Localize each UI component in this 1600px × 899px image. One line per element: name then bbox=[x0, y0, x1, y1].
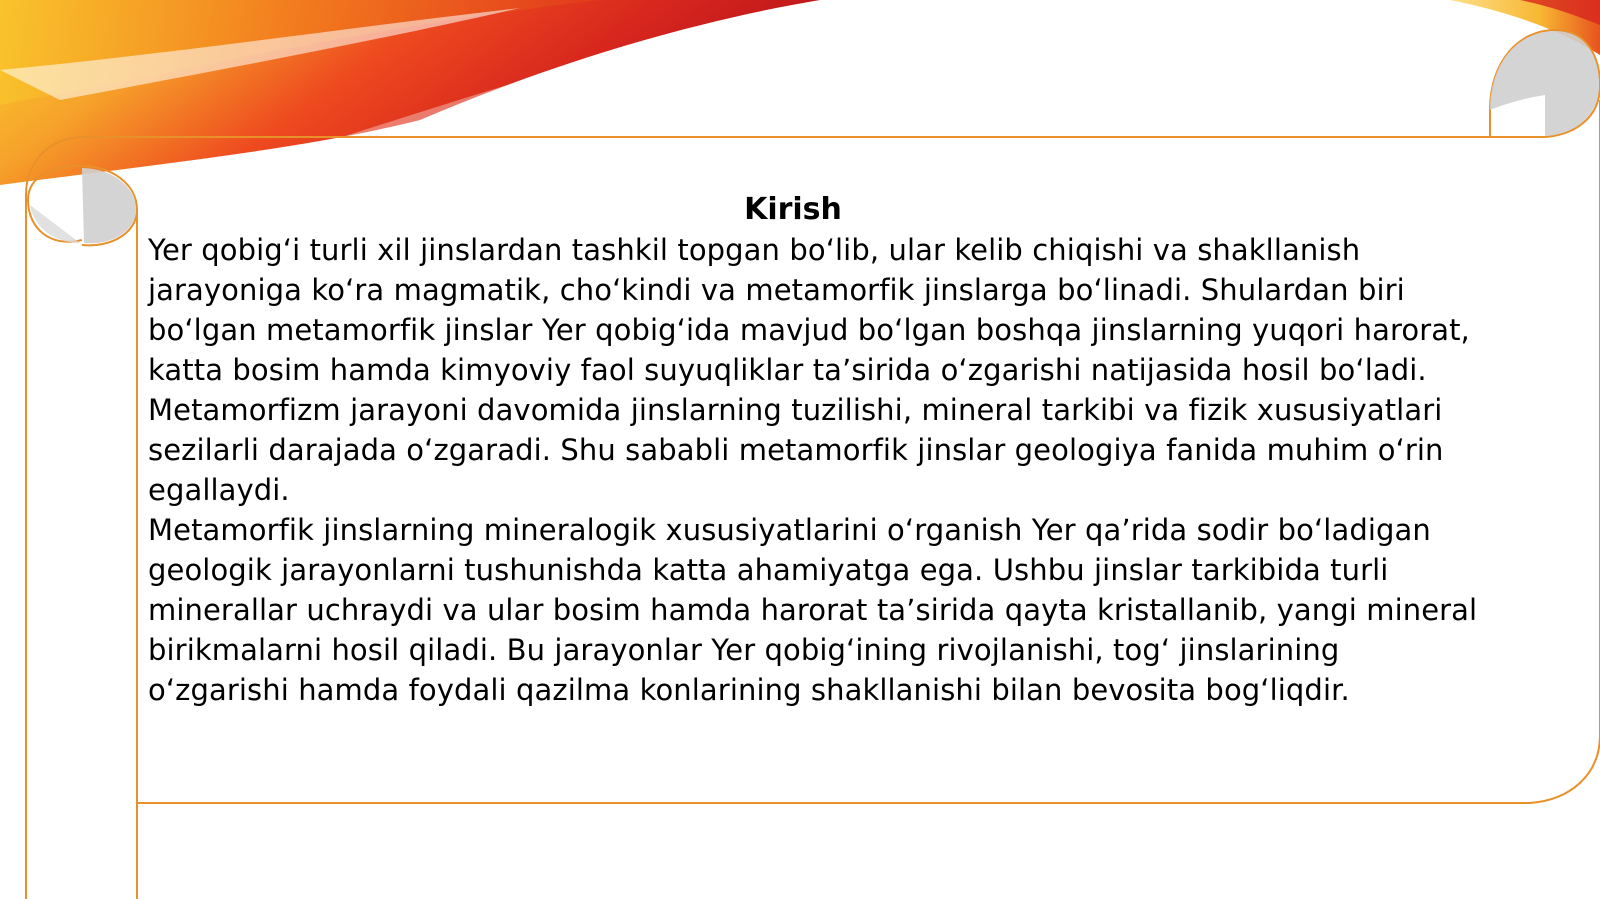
paragraph-intro: Yer qobig‘i turli xil jinslardan tashkil topgan bo‘lib, ular kelib chiqishi va shakllanish jarayoniga ko‘ra magmatik, cho‘kindi va metamorfik jinslarga bo‘linadi. Shulardan biri bo‘lgan metamorfik jinslar Yer qobig‘ida mavjud bo‘lgan boshqa jinslarning yuqori harorat, katta bosim hamda kimyoviy faol suyuqliklar ta’sirida o‘zgarishi natijasida hosil bo‘ladi. Metamorfizm jarayoni davomida jinslarning tuzilishi, mineral tarkibi va fizik xususiyatlari sezilarli darajada o‘zgaradi. Shu sababli metamorfik jinslar geologiya fanida muhim o‘rin egallaydi. bbox=[148, 233, 1470, 507]
slide-content bbox=[148, 190, 1478, 710]
slide-title: Kirish bbox=[744, 192, 842, 227]
paragraph-mineralogy: Metamorfik jinslarning mineralogik xususiyatlarini o‘rganish Yer qa’rida sodir bo‘ladigan geologik jarayonlarni tushunishda katta ahamiyatga ega. Ushbu jinslar tarkibida turli minerallar uchraydi va ular bosim hamda harorat ta’sirida qayta kristallanib, yangi mineral birikmalarni hosil qiladi. Bu jarayonlar Yer qobig‘ining rivojlanishi, tog‘ jinslarining o‘zgarishi hamda foydali qazilma konlarining shakllanishi bilan bevosita bog‘liqdir. bbox=[148, 513, 1478, 707]
flame-decoration bbox=[0, 0, 1600, 185]
